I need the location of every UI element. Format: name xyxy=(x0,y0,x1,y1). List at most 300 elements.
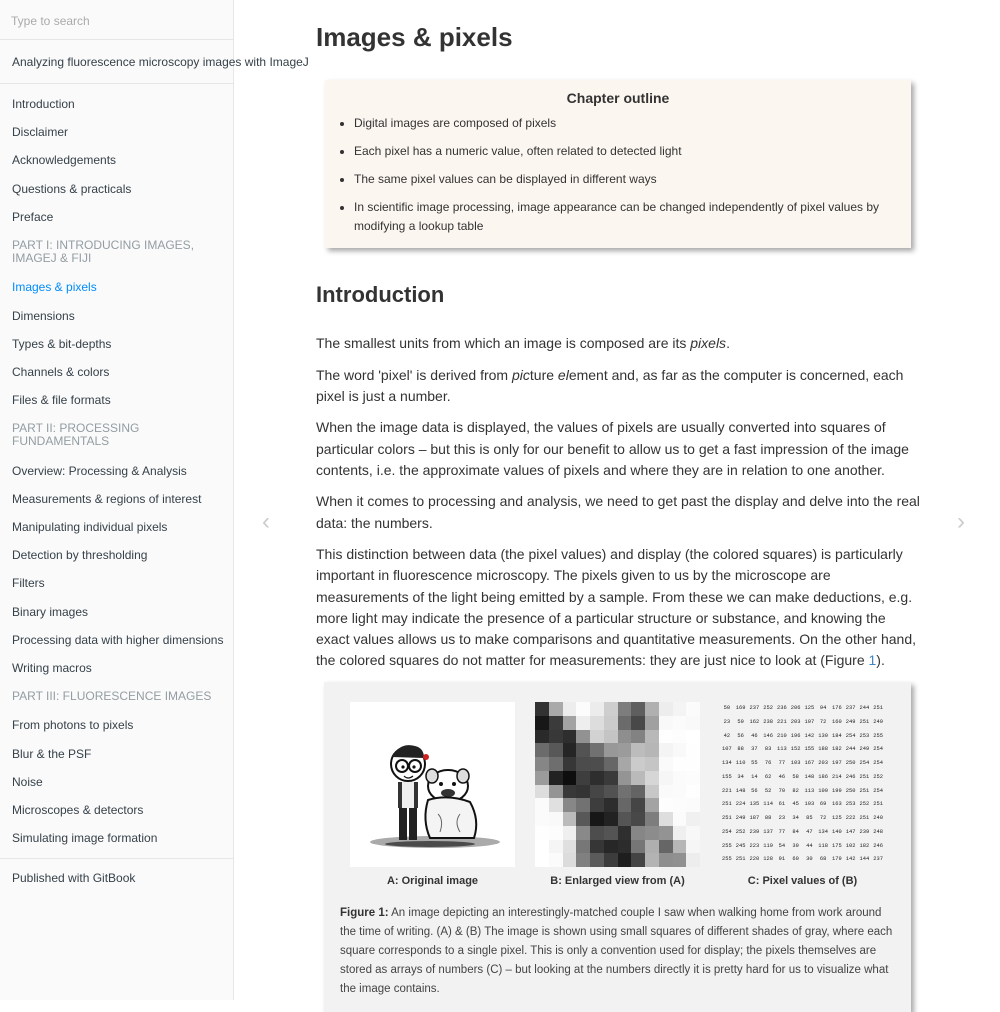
pixel-square xyxy=(631,716,645,730)
search-bar xyxy=(0,0,233,40)
pixel-value: 167 xyxy=(804,760,815,766)
pixel-value: 61 xyxy=(778,801,786,808)
pixel-value: 60 xyxy=(792,856,799,863)
pixel-square xyxy=(590,840,604,854)
sidebar-item-channels-colors[interactable]: Channels & colors xyxy=(12,364,110,379)
pixel-square xyxy=(673,826,687,840)
pixel-square xyxy=(576,826,590,840)
pixel-square xyxy=(576,702,590,716)
sidebar-nav xyxy=(0,84,233,897)
pixel-value: 249 xyxy=(845,718,856,725)
pixel-value: 39 xyxy=(792,842,799,849)
sidebar-item-processing-data-with-higher-dimensions[interactable]: Processing data with higher dimensions xyxy=(12,632,224,647)
sidebar-item-dimensions[interactable]: Dimensions xyxy=(12,308,75,323)
pixel-value: 107 xyxy=(722,746,732,753)
pixel-value: 199 xyxy=(832,787,842,794)
pixel-value: 175 xyxy=(832,842,842,849)
pixel-square xyxy=(631,840,645,854)
pixel-value: 113 xyxy=(777,746,787,753)
pixel-value: 34 xyxy=(792,815,799,821)
pixel-square xyxy=(590,812,604,826)
pixel-value: 254 xyxy=(845,732,856,739)
original-image xyxy=(350,702,515,867)
pixel-value: 182 xyxy=(832,746,842,753)
pixel-square xyxy=(549,853,563,867)
pixel-square xyxy=(631,812,645,826)
pixel-square xyxy=(659,785,673,799)
figure-1-link[interactable]: 1 xyxy=(868,652,877,669)
pixel-square xyxy=(576,785,590,799)
pixel-value: 245 xyxy=(735,842,746,849)
pixel-square xyxy=(576,853,590,867)
pixel-value: 239 xyxy=(859,828,870,835)
pixel-square xyxy=(618,702,632,716)
pixel-square xyxy=(549,716,563,730)
pixel-square xyxy=(645,798,659,812)
sidebar-item-noise[interactable]: Noise xyxy=(12,774,43,789)
pixel-value: 147 xyxy=(845,828,856,835)
pixel-values-table xyxy=(720,702,885,867)
pixel-value: 238 xyxy=(763,718,773,725)
pixel-square xyxy=(673,785,687,799)
pixel-square xyxy=(576,798,590,812)
pixel-square xyxy=(645,812,659,826)
pixel-value: 148 xyxy=(735,787,746,794)
pixel-value: 110 xyxy=(735,760,746,766)
pixel-square xyxy=(659,716,673,730)
sidebar-item-from-photons-to-pixels[interactable]: From photons to pixels xyxy=(12,718,134,733)
pixel-square xyxy=(686,730,700,744)
pixel-square xyxy=(604,826,618,840)
sidebar-item-questions-practicals[interactable]: Questions & practicals xyxy=(12,181,132,196)
pixel-square xyxy=(604,730,618,744)
pixel-value: 140 xyxy=(832,828,842,835)
enlarged-pixel-view xyxy=(535,702,700,867)
part3-header: PART III: FLUORESCENCE IMAGES xyxy=(12,689,212,704)
pixel-value: 246 xyxy=(873,842,883,849)
pixel-value: 103 xyxy=(804,801,815,808)
pixel-square xyxy=(590,716,604,730)
sidebar-item-simulating-image-formation[interactable]: Simulating image formation xyxy=(12,831,158,846)
pixel-value: 58 xyxy=(792,773,799,780)
pixel-square xyxy=(590,826,604,840)
sidebar-item-microscopes-detectors[interactable]: Microscopes & detectors xyxy=(12,802,144,817)
pixel-square xyxy=(686,702,700,716)
pixel-value: 176 xyxy=(832,705,842,711)
pixel-value: 251 xyxy=(722,815,732,821)
pixel-square xyxy=(618,730,632,744)
pixel-value: 251 xyxy=(873,705,883,711)
pixel-value: 250 xyxy=(845,787,856,794)
pixel-value: 59 xyxy=(737,718,744,725)
figure-caption: Figure 1: An image depicting an interestingly-matched couple I saw when walking home from work around the time of writing. (A) & (B) The image is shown using small squares of different shades of gray, where each square corresponds to a single pixel. This is only a convention used for display; the pixels themselves are stored as arrays of numbers (C) – but looking at the numbers directly it is pretty hard for us to visualize what the image contains. xyxy=(340,907,893,995)
pixel-square xyxy=(631,702,645,716)
pixel-value: 220 xyxy=(749,856,760,863)
pixel-value: 160 xyxy=(832,718,842,725)
pixel-square xyxy=(645,716,659,730)
pixel-square xyxy=(686,812,700,826)
paragraph-3: When the image data is displayed, the values of pixels are usually converted into squares of particular colors – but this is only for our benefit to allow us to get a fast impression of the image contents, i.e. the approximate values of pixels and where they are in relation to one another. xyxy=(316,419,909,478)
pixel-value: 203 xyxy=(790,718,801,725)
pixel-square xyxy=(576,743,590,757)
pixel-value: 252 xyxy=(873,773,883,780)
pixel-square xyxy=(618,840,632,854)
pixel-square xyxy=(631,853,645,867)
sidebar-item-manipulating-individual-pixels[interactable]: Manipulating individual pixels xyxy=(12,520,168,534)
sidebar xyxy=(0,0,309,1000)
pixel-value: 70 xyxy=(778,787,786,794)
pixel-square xyxy=(563,785,577,799)
pixel-value: 253 xyxy=(859,732,870,739)
pixel-square xyxy=(604,702,618,716)
pixel-square xyxy=(535,798,549,812)
pixel-value: 254 xyxy=(873,787,883,794)
pixel-value: 88 xyxy=(737,746,744,753)
pixel-value: 84 xyxy=(792,828,799,835)
pixel-square xyxy=(549,771,563,785)
pixel-value: 137 xyxy=(763,828,773,835)
pixel-square xyxy=(673,840,687,854)
pixel-square xyxy=(686,757,700,771)
pixel-square xyxy=(645,853,659,867)
pixel-value: 254 xyxy=(873,746,883,753)
pixel-square xyxy=(535,771,549,785)
pixel-square xyxy=(590,730,604,744)
pixel-value: 100 xyxy=(818,787,828,794)
pixel-square xyxy=(590,757,604,771)
pixel-square xyxy=(563,798,577,812)
pixel-square xyxy=(590,798,604,812)
pixel-value: 237 xyxy=(845,705,856,711)
pixel-square xyxy=(549,840,563,854)
pixel-value: 54 xyxy=(778,842,786,849)
pixel-square xyxy=(686,853,700,867)
pixel-value: 134 xyxy=(818,828,828,835)
pixel-value: 85 xyxy=(806,815,813,821)
pixel-value: 42 xyxy=(723,732,731,739)
pixel-square xyxy=(686,798,700,812)
pixel-square xyxy=(645,702,659,716)
pixel-value: 251 xyxy=(859,718,870,725)
pixel-value: 206 xyxy=(790,705,801,711)
pixel-value: 155 xyxy=(722,773,732,780)
pixel-square xyxy=(659,826,673,840)
outline-item: • The same pixel values can be displayed in different ways xyxy=(354,170,901,189)
pixel-value: 251 xyxy=(735,856,746,863)
pixel-square xyxy=(618,826,632,840)
pixel-value: 221 xyxy=(777,718,787,725)
pixel-value: 130 xyxy=(818,732,828,739)
pixel-value: 255 xyxy=(873,732,883,739)
pixel-square xyxy=(604,840,618,854)
pixel-value: 184 xyxy=(832,732,842,739)
part1-header: PART I: INTRODUCING IMAGES, IMAGEJ & FIJI xyxy=(12,237,195,266)
pixel-square xyxy=(590,771,604,785)
pixel-square xyxy=(604,812,618,826)
pixel-value: 119 xyxy=(763,842,773,849)
pixel-square xyxy=(604,716,618,730)
pixel-value: 252 xyxy=(763,705,773,711)
pixel-square xyxy=(673,798,687,812)
pixel-square xyxy=(659,757,673,771)
pixel-square xyxy=(549,743,563,757)
pixel-value: 148 xyxy=(804,773,815,780)
pixel-square xyxy=(576,771,590,785)
pixel-value: 223 xyxy=(749,842,760,849)
pixel-square xyxy=(590,785,604,799)
pixel-square xyxy=(549,757,563,771)
pixel-value: 252 xyxy=(859,801,870,808)
pixel-square xyxy=(563,743,577,757)
pixel-square xyxy=(590,743,604,757)
pixel-square xyxy=(659,771,673,785)
pixel-value: 77 xyxy=(778,828,786,835)
sidebar-item-disclaimer[interactable]: Disclaimer xyxy=(12,125,69,140)
pixel-value: 34 xyxy=(737,773,744,780)
outline-item: • Digital images are composed of pixels xyxy=(354,114,901,133)
sidebar-item-measurements-regions-of-interest[interactable]: Measurements & regions of interest xyxy=(12,491,202,506)
pixel-square xyxy=(673,716,687,730)
pixel-value: 249 xyxy=(873,718,883,725)
pixel-square xyxy=(604,757,618,771)
pixel-square xyxy=(631,785,645,799)
pixel-square xyxy=(686,785,700,799)
pixel-square xyxy=(604,853,618,867)
sidebar-item-filters[interactable]: Filters xyxy=(12,576,45,591)
pixel-value: 118 xyxy=(818,842,828,849)
pixel-value: 55 xyxy=(751,760,758,766)
pixel-value: 77 xyxy=(778,760,786,766)
pixel-square xyxy=(535,853,549,867)
pixel-square xyxy=(673,730,687,744)
pixel-square xyxy=(576,757,590,771)
paragraph-4: When it comes to processing and analysis, we need to get past the display and delve into the real data: the numbers. xyxy=(316,493,920,531)
pixel-square xyxy=(549,826,563,840)
sidebar-item-blur-the-psf[interactable]: Blur & the PSF xyxy=(12,746,92,761)
pixel-square xyxy=(673,757,687,771)
pixel-value: 69 xyxy=(819,801,827,808)
pixel-square xyxy=(604,798,618,812)
pixel-square xyxy=(631,826,645,840)
pixel-square xyxy=(590,702,604,716)
pixel-value: 47 xyxy=(806,828,813,835)
pixel-value: 251 xyxy=(859,815,870,821)
body-text xyxy=(316,333,920,682)
pixel-value: 134 xyxy=(722,760,732,766)
pixel-square xyxy=(576,840,590,854)
pixel-square xyxy=(535,730,549,744)
pixel-value: 222 xyxy=(845,815,856,821)
pixel-value: 128 xyxy=(763,856,773,863)
pixel-square xyxy=(535,743,549,757)
pixel-square xyxy=(659,798,673,812)
pixel-value: 52 xyxy=(764,787,772,794)
pixel-square xyxy=(563,771,577,785)
pixel-square xyxy=(631,798,645,812)
sidebar-item-acknowledgements[interactable]: Acknowledgements xyxy=(12,153,117,168)
published-with-gitbook-link[interactable]: Published with GitBook xyxy=(12,871,136,886)
pixel-square xyxy=(618,743,632,757)
pixel-value: 46 xyxy=(778,773,786,780)
pixel-value: 94 xyxy=(819,705,827,711)
pixel-square xyxy=(563,702,577,716)
pixel-square xyxy=(563,757,577,771)
pixel-value: 255 xyxy=(722,842,732,849)
pixel-value: 210 xyxy=(777,732,787,739)
pixel-square xyxy=(563,812,577,826)
pixel-square xyxy=(686,840,700,854)
pixel-value: 83 xyxy=(764,746,772,753)
pixel-value: 44 xyxy=(806,842,813,849)
cartoon-couple-icon xyxy=(350,702,515,867)
sidebar-item-images-pixels[interactable]: Images & pixels xyxy=(12,280,97,295)
pixel-value: 113 xyxy=(804,787,815,794)
label-c: C: Pixel values of (B) xyxy=(747,875,858,887)
pixel-square xyxy=(535,702,549,716)
pixel-square xyxy=(590,853,604,867)
pixel-value: 23 xyxy=(778,815,786,821)
previous-page-arrow-icon[interactable]: ‹ xyxy=(262,508,270,535)
pixel-square xyxy=(659,812,673,826)
sidebar-item-types-bit-depths[interactable]: Types & bit-depths xyxy=(12,336,112,351)
pixel-value: 203 xyxy=(818,760,828,766)
pixel-value: 62 xyxy=(764,773,772,780)
search-input[interactable] xyxy=(11,14,222,28)
paragraph-2: The word 'pixel' is derived from picture element and, as far as the computer is concerned, each pixel is just a number. xyxy=(316,366,904,404)
pixel-value: 251 xyxy=(722,801,732,808)
pixel-square xyxy=(549,702,563,716)
pixel-value: 187 xyxy=(749,815,760,821)
pixel-square xyxy=(618,853,632,867)
pixel-square xyxy=(645,826,659,840)
pixel-value: 251 xyxy=(859,773,870,780)
sidebar-item-files-file-formats[interactable]: Files & file formats xyxy=(12,393,111,408)
pixel-value: 135 xyxy=(749,801,760,808)
pixel-square xyxy=(645,730,659,744)
sidebar-item-detection-by-thresholding[interactable]: Detection by thresholding xyxy=(12,548,148,563)
pixel-value: 125 xyxy=(804,705,815,711)
pixel-square xyxy=(686,716,700,730)
pixel-square xyxy=(618,812,632,826)
pixel-square xyxy=(604,771,618,785)
pixel-value: 237 xyxy=(873,856,883,863)
pixel-square xyxy=(686,826,700,840)
pixel-square xyxy=(631,757,645,771)
pixel-value: 169 xyxy=(735,705,746,711)
pixel-value: 155 xyxy=(804,746,815,753)
pixel-square xyxy=(563,853,577,867)
pixel-square xyxy=(645,840,659,854)
pixel-value: 249 xyxy=(859,746,870,753)
book-title-link[interactable]: Analyzing fluorescence microscopy images with ImageJ xyxy=(0,40,233,84)
pixel-square xyxy=(659,840,673,854)
sidebar-item-overview-processing-analysis[interactable]: Overview: Processing & Analysis xyxy=(12,463,187,478)
pixel-value: 254 xyxy=(873,760,883,766)
pixel-value: 221 xyxy=(722,787,732,794)
pixel-value: 114 xyxy=(763,801,773,808)
pixel-square xyxy=(576,730,590,744)
pixel-value: 237 xyxy=(749,705,760,711)
pixel-square xyxy=(673,771,687,785)
pixel-square xyxy=(563,716,577,730)
pixel-value: 224 xyxy=(735,801,746,808)
figure-1 xyxy=(324,682,911,1012)
pixel-value: 240 xyxy=(873,815,883,821)
pixel-square xyxy=(549,730,563,744)
pixel-value: 72 xyxy=(819,718,827,725)
pixel-value: 248 xyxy=(873,828,883,835)
pixel-value: 107 xyxy=(804,718,815,725)
outline-item: • In scientific image processing, image appearance can be changed independently of pixel values by modifying a lookup table xyxy=(354,198,901,236)
sidebar-item-binary-images[interactable]: Binary images xyxy=(12,604,89,619)
pixel-square xyxy=(535,785,549,799)
pixel-square xyxy=(659,730,673,744)
pixel-value: 142 xyxy=(845,856,856,863)
pixel-value: 188 xyxy=(818,746,828,753)
pixel-square xyxy=(673,702,687,716)
pixel-value: 103 xyxy=(790,760,801,766)
sidebar-item-introduction[interactable]: Introduction xyxy=(12,97,75,111)
pixel-value: 236 xyxy=(777,705,787,711)
pixel-square xyxy=(535,716,549,730)
pixel-square xyxy=(631,771,645,785)
pixel-square xyxy=(535,757,549,771)
pixel-value: 46 xyxy=(751,732,758,739)
pixel-square xyxy=(618,716,632,730)
pixel-value: 254 xyxy=(859,760,870,766)
pixel-square xyxy=(535,812,549,826)
pixel-square xyxy=(673,812,687,826)
pixel-square xyxy=(645,757,659,771)
pixel-value: 186 xyxy=(818,773,828,780)
pixel-square xyxy=(673,853,687,867)
pixel-value: 250 xyxy=(845,760,856,766)
pixel-square xyxy=(686,743,700,757)
pixel-value: 125 xyxy=(832,815,842,821)
sidebar-item-preface[interactable]: Preface xyxy=(12,209,54,224)
pixel-square xyxy=(604,743,618,757)
pixel-square xyxy=(576,716,590,730)
pixel-square xyxy=(618,757,632,771)
pixel-value: 251 xyxy=(859,787,870,794)
chapter-outline-box xyxy=(325,80,911,248)
next-page-arrow-icon[interactable]: › xyxy=(957,508,965,535)
pixel-square xyxy=(645,743,659,757)
pixel-square xyxy=(673,743,687,757)
pixel-value: 30 xyxy=(806,856,813,863)
pixel-value: 37 xyxy=(751,746,758,753)
pixel-square xyxy=(659,853,673,867)
pixel-square xyxy=(659,702,673,716)
chapter-outline-list xyxy=(354,114,901,236)
paragraph-5: This distinction between data (the pixel values) and display (the colored squares) is particularly important in fluorescence microscopy. The pixels given to us by the microscope are measurements of the light being emitted by a sample. From these we can make deductions, e.g. more light may indicate the presence of a particular structure or substance, and knowing the exact values allows us to make comparisons and quantitative measurements. On the other hand, the colored squares do not matter for measurements: they are just nice to look at (Figure 1). xyxy=(316,546,916,669)
pixel-value: 251 xyxy=(873,801,883,808)
pixel-value: 252 xyxy=(735,828,746,835)
sidebar-item-writing-macros[interactable]: Writing macros xyxy=(12,660,92,675)
pixel-value: 56 xyxy=(737,732,744,739)
pixel-square xyxy=(563,730,577,744)
pixel-value: 102 xyxy=(845,842,856,849)
pixel-value: 142 xyxy=(804,732,815,739)
pixel-value: 50 xyxy=(723,705,731,711)
pixel-value: 239 xyxy=(749,828,760,835)
pixel-square xyxy=(535,826,549,840)
pixel-value: 56 xyxy=(751,787,758,794)
pixel-square xyxy=(686,771,700,785)
outline-item: • Each pixel has a numeric value, often related to detected light xyxy=(354,142,901,161)
section-title: Introduction xyxy=(316,282,445,307)
pixel-value: 249 xyxy=(735,815,746,821)
